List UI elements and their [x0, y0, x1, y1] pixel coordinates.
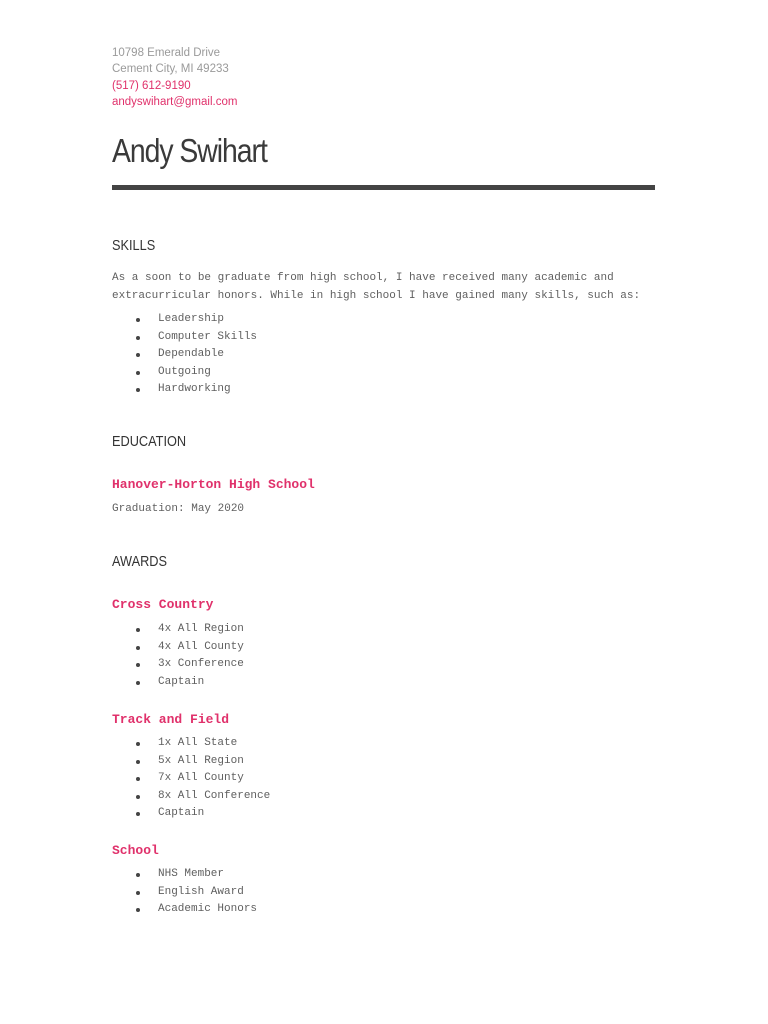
awards-heading: AWARDS: [112, 553, 168, 570]
header-divider: [112, 185, 655, 190]
list-item: NHS Member: [112, 866, 257, 884]
list-item: Computer Skills: [112, 329, 257, 347]
list-item: Dependable: [112, 346, 257, 364]
graduation-date: Graduation: May 2020: [112, 503, 245, 515]
award-list-cross-country: [112, 621, 244, 691]
award-list-track-and-field: [112, 735, 270, 823]
list-item: 4x All Region: [112, 621, 244, 639]
skills-intro: [112, 269, 672, 305]
email-address: andyswihart@gmail.com: [112, 95, 238, 108]
list-item: 5x All Region: [112, 753, 270, 771]
award-group-title: School: [112, 843, 159, 858]
list-item: Leadership: [112, 311, 257, 329]
skills-list: [112, 311, 257, 399]
list-item: Hardworking: [112, 381, 257, 399]
list-item: Captain: [112, 674, 244, 692]
contact-block: [112, 45, 237, 110]
school-name: Hanover-Horton High School: [112, 477, 315, 492]
address-line-2: Cement City, MI 49233: [112, 63, 229, 76]
skills-heading: SKILLS: [112, 237, 156, 254]
skills-intro-line-2: extracurricular honors. While in high school I have gained many skills, such as:: [112, 290, 641, 302]
skills-intro-line-1: As a soon to be graduate from high school, I have received many academic and: [112, 272, 614, 284]
award-group-title: Cross Country: [112, 597, 214, 612]
candidate-name: Andy Swihart: [112, 132, 267, 169]
list-item: 1x All State: [112, 735, 270, 753]
list-item: 8x All Conference: [112, 788, 270, 806]
list-item: 7x All County: [112, 770, 270, 788]
award-list-school: [112, 866, 257, 919]
list-item: 3x Conference: [112, 656, 244, 674]
list-item: 4x All County: [112, 639, 244, 657]
phone-number: (517) 612-9190: [112, 79, 191, 92]
list-item: Captain: [112, 805, 270, 823]
list-item: Outgoing: [112, 364, 257, 382]
list-item: English Award: [112, 884, 257, 902]
list-item: Academic Honors: [112, 901, 257, 919]
award-group-title: Track and Field: [112, 712, 230, 727]
address-line-1: 10798 Emerald Drive: [112, 47, 221, 59]
education-heading: EDUCATION: [112, 433, 187, 450]
